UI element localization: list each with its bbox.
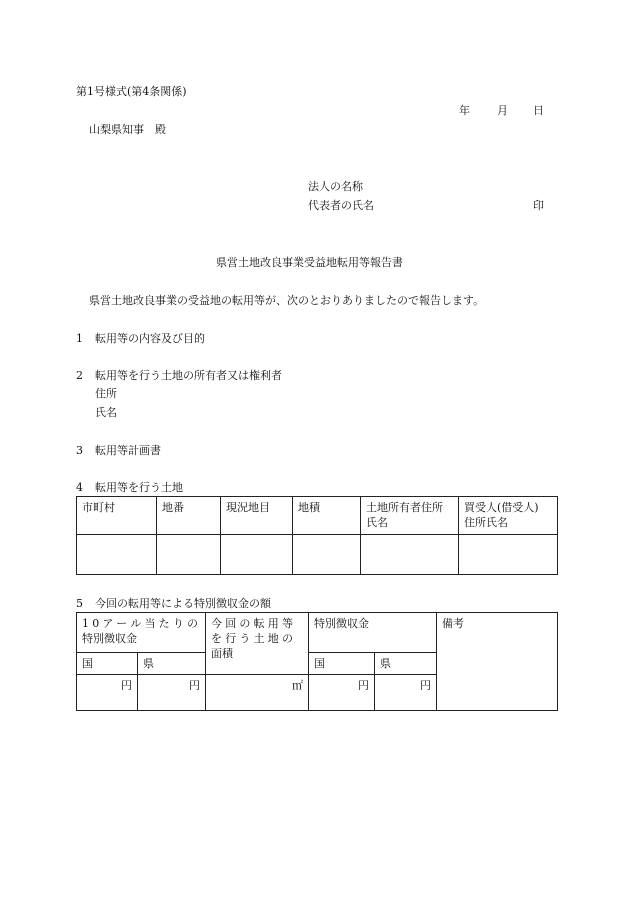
- section-5-number: 5: [76, 597, 83, 610]
- owner-name-label: 氏名: [95, 406, 117, 419]
- cell-per-10a-national[interactable]: 円: [77, 675, 138, 711]
- date-month-label: 月: [497, 104, 508, 117]
- cell-lot-number[interactable]: [157, 535, 221, 575]
- document-title: 県営土地改良事業受益地転用等報告書: [216, 256, 403, 269]
- cell-total-prefecture[interactable]: 円: [375, 675, 437, 711]
- header-total-national: 国: [309, 653, 375, 675]
- header-lot-number: 地番: [157, 497, 221, 535]
- date-year-label: 年: [459, 104, 470, 117]
- land-table-row: [77, 535, 558, 575]
- header-land-area: 地積: [293, 497, 361, 535]
- header-national: 国: [77, 653, 138, 675]
- form-number: 第1号様式(第4条関係): [76, 85, 187, 98]
- cell-total-national[interactable]: 円: [309, 675, 375, 711]
- header-total-prefecture: 県: [375, 653, 437, 675]
- addressee: 山梨県知事 殿: [89, 123, 166, 136]
- section-2-label: 転用等を行う土地の所有者又は権利者: [95, 369, 282, 382]
- section-5-label: 今回の転用等による特別徴収金の額: [95, 597, 271, 610]
- seal-mark: 印: [533, 199, 544, 212]
- corporation-name-label: 法人の名称: [308, 180, 363, 193]
- section-4-number: 4: [76, 481, 83, 494]
- cell-land-area-value[interactable]: ㎡: [206, 675, 309, 711]
- header-per-10a: 10アール当たりの 特別徴収金: [77, 613, 206, 653]
- land-table-header-row: [77, 497, 558, 535]
- header-buyer: 買受人(借受人) 住所氏名: [459, 497, 558, 535]
- section-3-label: 転用等計画書: [95, 444, 161, 457]
- section-4-label: 転用等を行う土地: [95, 481, 183, 494]
- levy-header-row: [77, 613, 558, 653]
- header-notes: 備考: [437, 613, 558, 711]
- header-owner: 土地所有者住所 氏名: [361, 497, 459, 535]
- intro-text: 県営土地改良事業の受益地の転用等が、次のとおりありましたので報告します。: [89, 294, 485, 307]
- land-table: [76, 496, 558, 575]
- section-1-label: 転用等の内容及び目的: [95, 332, 205, 345]
- header-land-area: 今回の転用等 を行う土地の 面積: [206, 613, 309, 675]
- cell-municipality[interactable]: [77, 535, 157, 575]
- special-levy-table: [76, 612, 558, 711]
- owner-address-label: 住所: [95, 387, 117, 400]
- cell-owner[interactable]: [361, 535, 459, 575]
- header-land-category: 現況地目: [221, 497, 293, 535]
- cell-land-category[interactable]: [221, 535, 293, 575]
- header-special-levy: 特別徴収金: [309, 613, 437, 653]
- cell-per-10a-prefecture[interactable]: 円: [138, 675, 206, 711]
- representative-name-label: 代表者の氏名: [308, 199, 374, 212]
- section-2-number: 2: [76, 369, 83, 382]
- section-3-number: 3: [76, 444, 83, 457]
- section-1-number: 1: [76, 332, 83, 345]
- header-municipality: 市町村: [77, 497, 157, 535]
- date-day-label: 日: [533, 104, 544, 117]
- header-prefecture: 県: [138, 653, 206, 675]
- cell-land-area[interactable]: [293, 535, 361, 575]
- cell-buyer[interactable]: [459, 535, 558, 575]
